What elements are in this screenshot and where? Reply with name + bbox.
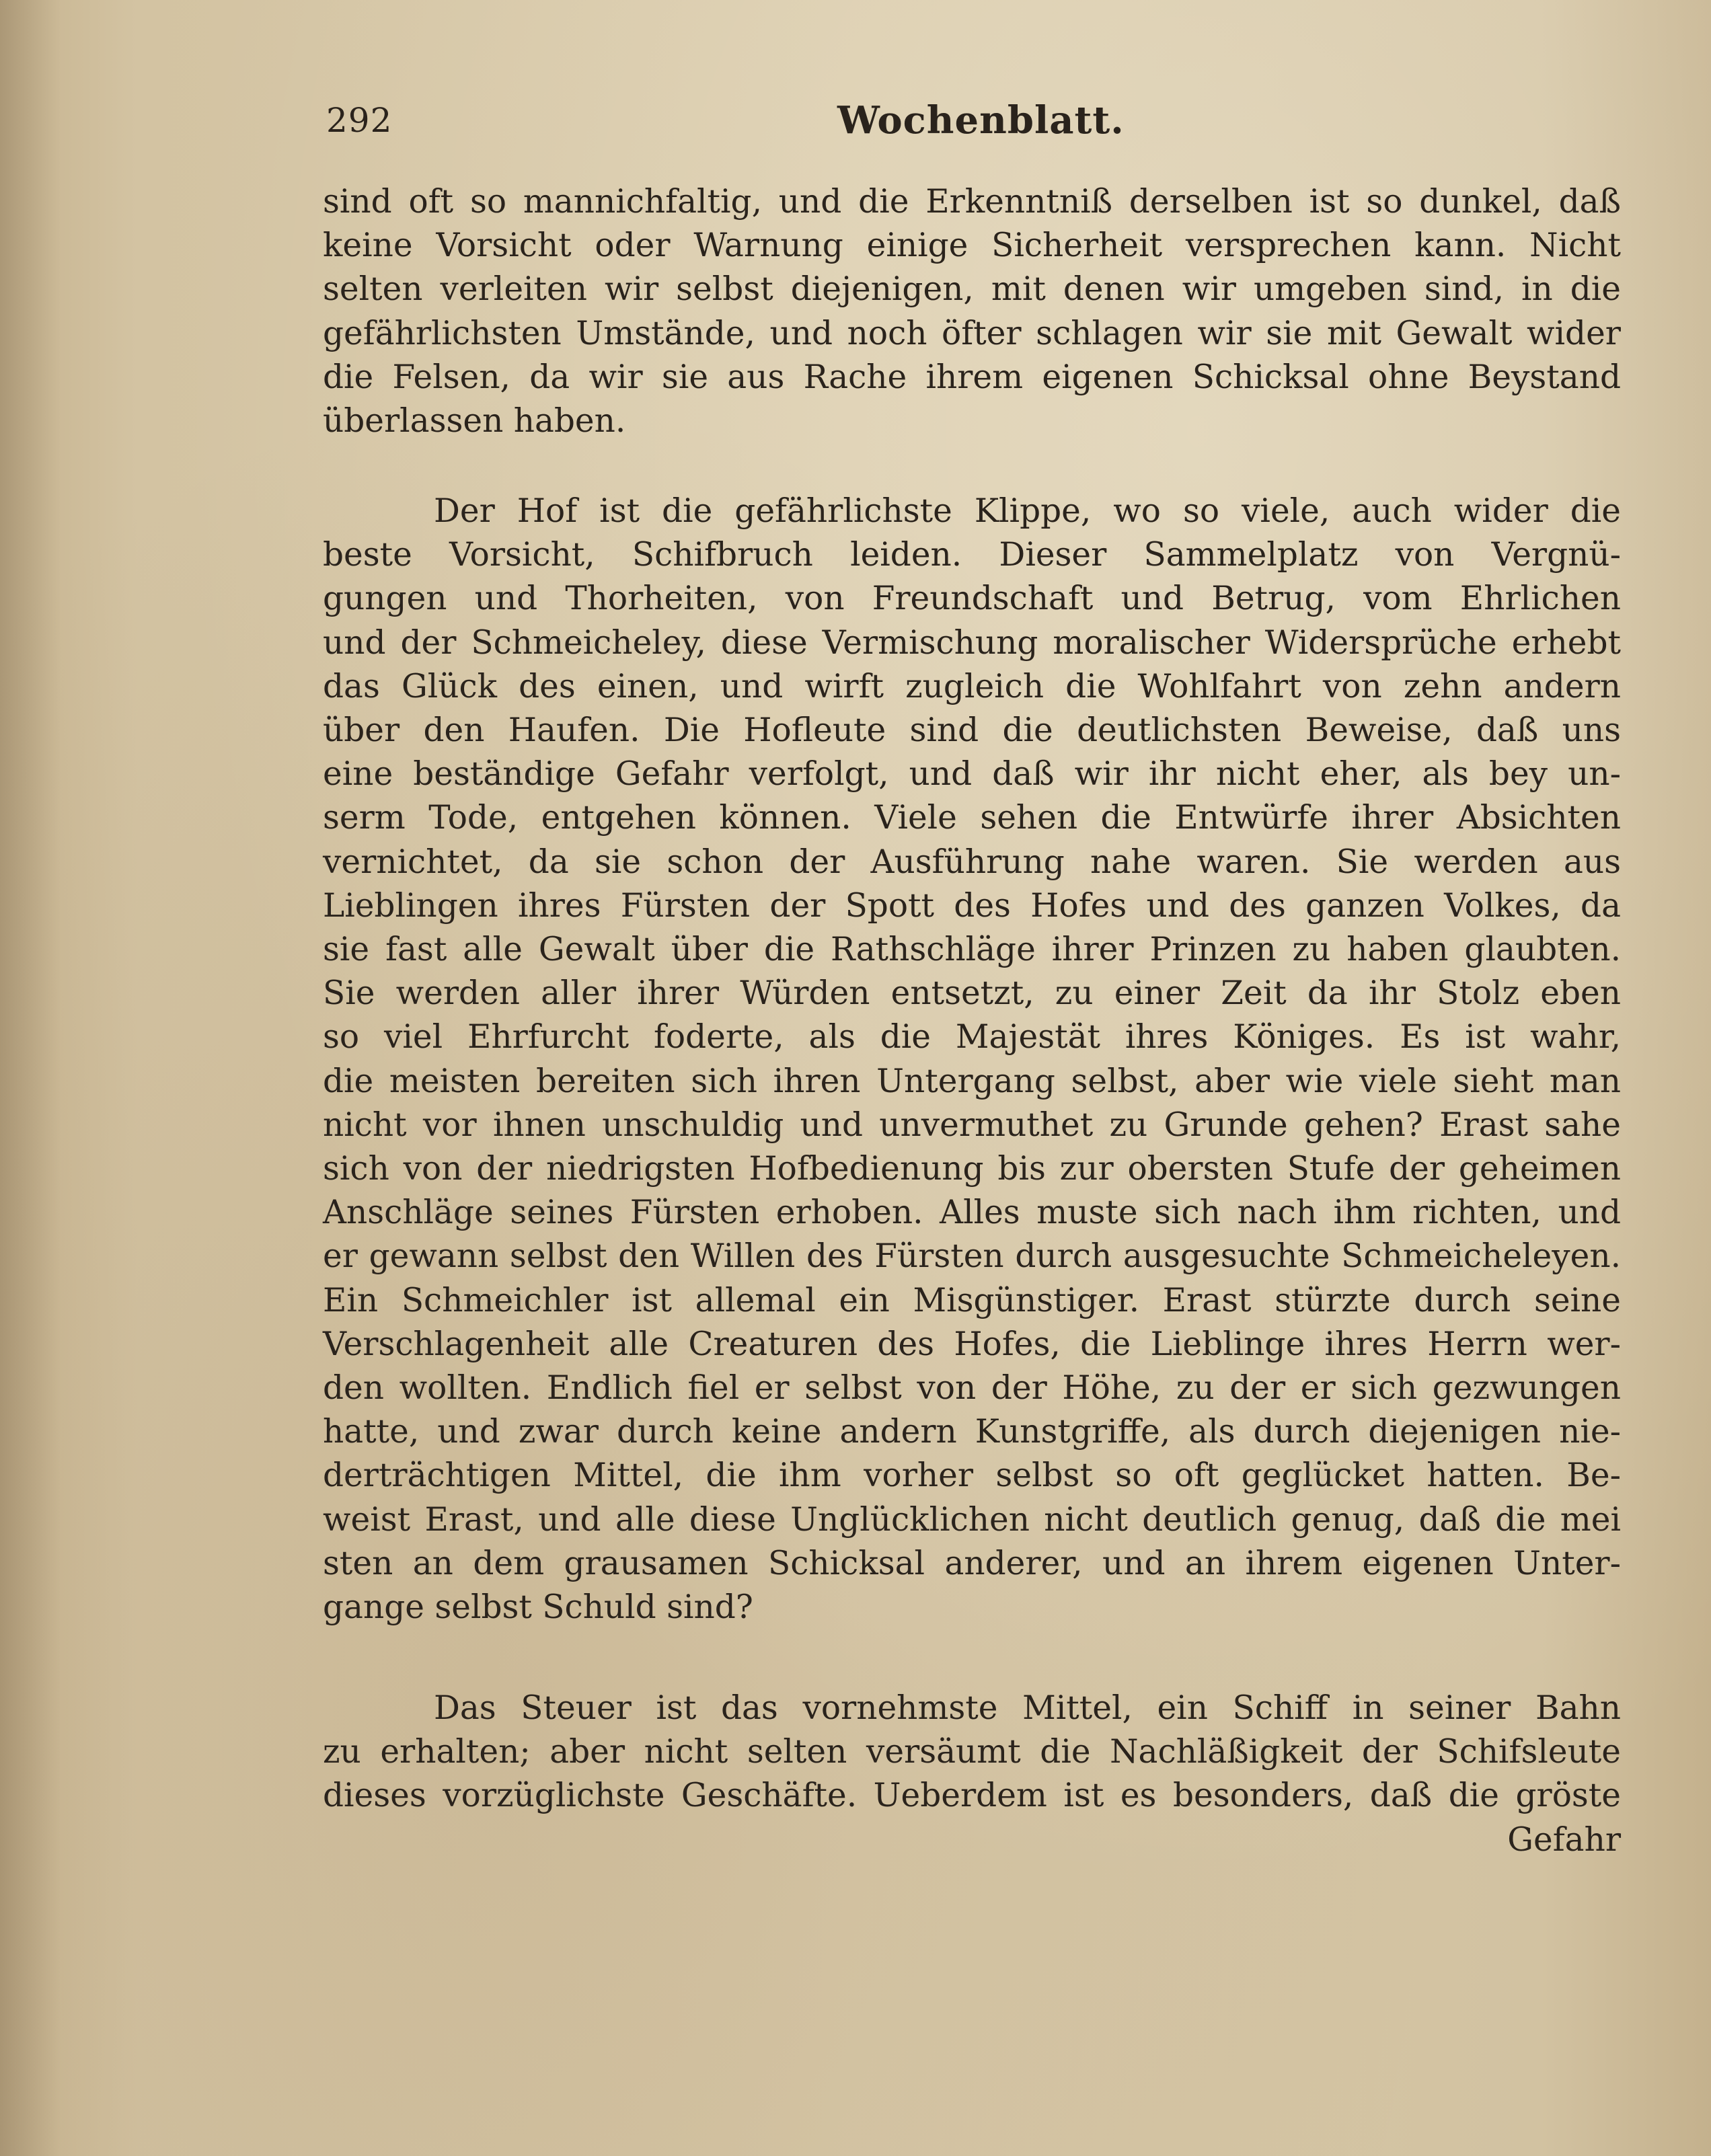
text-line: dieses vorzüglichste Geschäfte. Ueberdem ist es besonders, daß die gröste — [323, 1777, 1621, 1815]
paragraph-1 — [323, 180, 1621, 443]
text-line: nicht vor ihnen unschuldig und unvermuthet zu Grunde gehen? Erast sahe — [323, 1106, 1621, 1144]
text-line: beste Vorsicht, Schifbruch leiden. Dieser Sammelplatz von Vergnü- — [323, 536, 1621, 574]
text-line: hatte, und zwar durch keine andern Kunstgriffe, als durch diejenigen nie- — [323, 1413, 1621, 1451]
header-title: Wochenblatt. — [837, 98, 1125, 143]
text-line: Ein Schmeichler ist allemal ein Misgünstiger. Erast stürzte durch seine — [323, 1281, 1621, 1319]
text-line: über den Haufen. Die Hofleute sind die deutlichsten Beweise, daß uns — [323, 711, 1621, 750]
text-line: weist Erast, und alle diese Unglücklichen nicht deutlich genug, daß die mei — [323, 1500, 1621, 1539]
text-line: überlassen haben. — [323, 402, 626, 440]
text-line: sich von der niedrigsten Hofbedienung bis zur obersten Stufe der geheimen — [323, 1150, 1621, 1188]
text-line: serm Tode, entgehen können. Viele sehen die Entwürfe ihrer Absichten — [323, 799, 1621, 837]
text-line: die Felsen, da wir sie aus Rache ihrem eigenen Schicksal ohne Beystand — [323, 358, 1621, 396]
catchword: Gefahr — [1507, 1820, 1621, 1859]
gutter-shadow — [0, 0, 61, 2156]
text-line: sind oft so mannichfaltig, und die Erkenntniß derselben ist so dunkel, daß — [323, 183, 1621, 221]
text-line: eine beständige Gefahr verfolgt, und daß wir ihr nicht eher, als bey un- — [323, 755, 1621, 794]
text-line: Das Steuer ist das vornehmste Mittel, ein Schiff in seiner Bahn — [434, 1689, 1621, 1727]
running-head — [326, 98, 1624, 155]
text-line: gefährlichsten Umstände, und noch öfter schlagen wir sie mit Gewalt wider — [323, 314, 1621, 352]
paragraph-2 — [323, 490, 1621, 1629]
text-line: Der Hof ist die gefährlichste Klippe, wo so viele, auch wider die — [434, 492, 1621, 530]
text-line: den wollten. Endlich fiel er selbst von der Höhe, zu der er sich gezwungen — [323, 1369, 1621, 1408]
text-line: vernichtet, da sie schon der Ausführung nahe waren. Sie werden aus — [323, 843, 1621, 881]
paragraph-3 — [323, 1687, 1621, 1862]
text-line: Anschläge seines Fürsten erhoben. Alles muste sich nach ihm richten, und — [323, 1194, 1621, 1232]
text-line: gange selbst Schuld sind? — [323, 1588, 753, 1627]
text-line: Lieblingen ihres Fürsten der Spott des Hofes und des ganzen Volkes, da — [323, 886, 1621, 925]
text-line: gungen und Thorheiten, von Freundschaft und Betrug, vom Ehrlichen — [323, 580, 1621, 618]
text-line: Verschlagenheit alle Creaturen des Hofes, die Lieblinge ihres Herrn wer- — [323, 1325, 1621, 1363]
text-line: sten an dem grausamen Schicksal anderer, und an ihrem eigenen Unter- — [323, 1544, 1621, 1582]
text-line: zu erhalten; aber nicht selten versäumt die Nachläßigkeit der Schifsleute — [323, 1733, 1621, 1771]
text-line: derträchtigen Mittel, die ihm vorher selbst so oft geglücket hatten. Be- — [323, 1457, 1621, 1495]
text-line: so viel Ehrfurcht foderte, als die Majestät ihres Königes. Es ist wahr, — [323, 1018, 1621, 1056]
page-number: 292 — [326, 101, 393, 140]
text-line: und der Schmeicheley, diese Vermischung moralischer Widersprüche erhebt — [323, 623, 1621, 662]
text-line: er gewann selbst den Willen des Fürsten durch ausgesuchte Schmeicheleyen. — [323, 1237, 1621, 1276]
text-line: das Glück des einen, und wirft zugleich die Wohlfahrt von zehn andern — [323, 667, 1621, 705]
text-line: Sie werden aller ihrer Würden entsetzt, zu einer Zeit da ihr Stolz eben — [323, 974, 1621, 1013]
text-line: selten verleiten wir selbst diejenigen, mit denen wir umgeben sind, in die — [323, 270, 1621, 309]
text-line: die meisten bereiten sich ihren Untergang selbst, aber wie viele sieht man — [323, 1062, 1621, 1100]
text-line: sie fast alle Gewalt über die Rathschläge ihrer Prinzen zu haben glaubten. — [323, 931, 1621, 969]
text-line: keine Vorsicht oder Warnung einige Sicherheit versprechen kann. Nicht — [323, 227, 1621, 265]
